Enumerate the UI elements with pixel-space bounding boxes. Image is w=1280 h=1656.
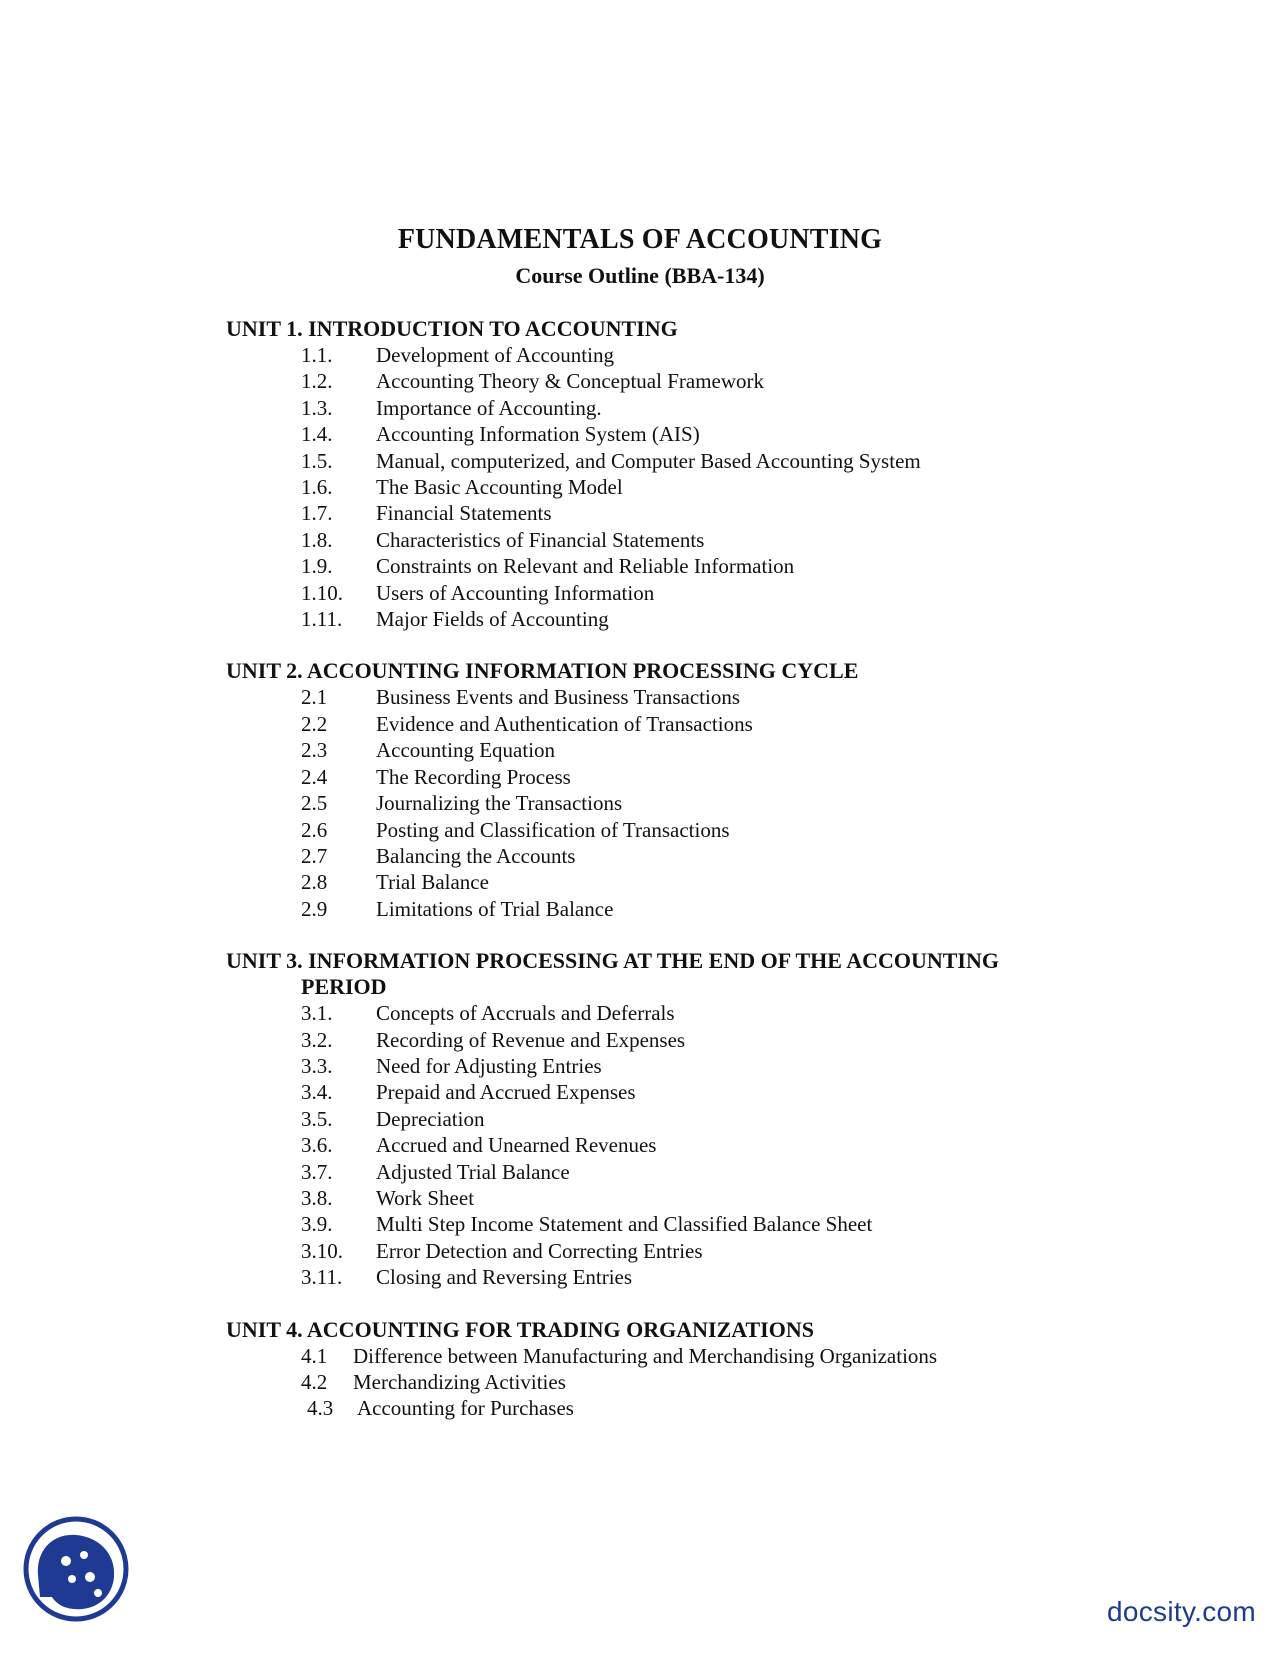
list-item	[226, 790, 1126, 816]
item-number: 3.1.	[301, 1001, 333, 1026]
item-number: 2.6	[301, 817, 328, 842]
item-number: 3.9.	[301, 1212, 333, 1237]
item-text: Depreciation	[376, 1106, 485, 1131]
item-number: 3.2.	[301, 1027, 333, 1052]
list-item	[226, 711, 1126, 737]
unit-item-list	[226, 684, 1126, 922]
item-text: Trial Balance	[376, 870, 489, 895]
item-number: 3.7.	[301, 1159, 333, 1184]
list-item	[226, 474, 1126, 500]
item-number: 1.6.	[301, 475, 333, 500]
item-number: 3.11.	[301, 1265, 343, 1290]
item-number: 3.10.	[301, 1238, 343, 1263]
item-text: Concepts of Accruals and Deferrals	[376, 1001, 675, 1026]
list-item	[226, 342, 1126, 368]
list-item	[226, 580, 1126, 606]
list-item	[226, 1106, 1126, 1132]
item-text: Recording of Revenue and Expenses	[376, 1027, 686, 1052]
item-number: 2.4	[301, 764, 328, 789]
list-item	[226, 1000, 1126, 1026]
item-number: 1.8.	[301, 527, 333, 552]
item-text: Accounting Theory & Conceptual Framework	[376, 369, 765, 394]
item-number: 1.9.	[301, 554, 333, 579]
list-item	[226, 1343, 1126, 1369]
unit-2	[226, 658, 1126, 922]
item-text: Limitations of Trial Balance	[376, 896, 614, 921]
item-text: Difference between Manufacturing and Merchandising Organizations	[353, 1343, 938, 1368]
docsity-logo-icon[interactable]	[22, 1515, 130, 1623]
item-number: 2.9	[301, 896, 328, 921]
list-item	[226, 1185, 1126, 1211]
unit-heading: UNIT 4. ACCOUNTING FOR TRADING ORGANIZATIONS	[226, 1316, 814, 1342]
unit-1	[226, 316, 1126, 632]
list-item	[226, 737, 1126, 763]
item-number: 1.11.	[301, 607, 343, 632]
item-number: 2.2	[301, 711, 328, 736]
item-text: Financial Statements	[376, 501, 552, 526]
item-number: 2.7	[301, 843, 328, 868]
list-item	[226, 553, 1126, 579]
item-number: 2.1	[301, 685, 328, 710]
item-text: Work Sheet	[376, 1185, 475, 1210]
list-item	[226, 817, 1126, 843]
item-text: Accounting Information System (AIS)	[376, 422, 700, 447]
item-number: 1.7.	[301, 501, 333, 526]
item-number: 1.5.	[301, 448, 333, 473]
item-text: Business Events and Business Transactions	[376, 685, 741, 710]
docsity-brand-link[interactable]: docsity.com	[1107, 1596, 1257, 1627]
item-text: Adjusted Trial Balance	[376, 1159, 570, 1184]
unit-heading: UNIT 1. INTRODUCTION TO ACCOUNTING	[226, 316, 678, 341]
item-text: Merchandizing Activities	[353, 1370, 566, 1394]
item-text: Posting and Classification of Transactions	[376, 817, 730, 842]
list-item	[226, 1159, 1126, 1185]
list-item	[226, 1238, 1126, 1264]
item-text: Manual, computerized, and Computer Based Accounting System	[376, 448, 921, 473]
item-number: 2.3	[301, 738, 328, 763]
document-title: FUNDAMENTALS OF ACCOUNTING	[397, 224, 883, 255]
item-text: Characteristics of Financial Statements	[376, 527, 705, 552]
item-number: 2.8	[301, 870, 328, 895]
item-number: 2.5	[301, 791, 328, 816]
item-text: The Basic Accounting Model	[376, 475, 623, 500]
item-number: 3.4.	[301, 1080, 333, 1105]
list-item	[226, 896, 1126, 922]
item-text: Multi Step Income Statement and Classified Balance Sheet	[376, 1212, 873, 1237]
item-number: 4.1	[301, 1343, 328, 1368]
list-item	[226, 1053, 1126, 1079]
list-item	[226, 1395, 1126, 1421]
item-text: Users of Accounting Information	[376, 580, 655, 605]
item-text: Constraints on Relevant and Reliable Information	[376, 554, 795, 579]
item-text: Importance of Accounting.	[376, 395, 602, 420]
item-number: 3.3.	[301, 1053, 333, 1078]
course-outline	[226, 316, 1126, 1448]
item-number: 3.8.	[301, 1185, 333, 1210]
item-number: 3.5.	[301, 1106, 333, 1131]
item-text: Prepaid and Accrued Expenses	[376, 1080, 636, 1105]
item-text: Evidence and Authentication of Transactions	[376, 711, 753, 736]
list-item	[226, 368, 1126, 394]
list-item	[226, 1132, 1126, 1158]
list-item	[226, 843, 1126, 869]
unit-4	[226, 1317, 1126, 1422]
unit-item-list	[226, 1000, 1126, 1290]
item-text: Closing and Reversing Entries	[376, 1265, 633, 1290]
unit-heading	[226, 948, 1126, 1000]
item-number: 3.6.	[301, 1133, 333, 1158]
item-number: 1.4.	[301, 422, 333, 447]
item-text: Journalizing the Transactions	[376, 791, 623, 816]
item-text: Balancing the Accounts	[376, 843, 576, 868]
list-item	[226, 869, 1126, 895]
item-text: Major Fields of Accounting	[376, 607, 609, 632]
list-item	[226, 684, 1126, 710]
list-item	[226, 1264, 1126, 1290]
item-text: Development of Accounting	[376, 343, 614, 367]
item-number: 4.2	[301, 1370, 328, 1394]
list-item	[226, 1369, 1126, 1395]
unit-item-list	[226, 342, 1126, 632]
item-text: Accounting for Purchases	[357, 1396, 574, 1421]
list-item	[226, 500, 1126, 526]
list-item	[226, 421, 1126, 447]
list-item	[226, 527, 1126, 553]
unit-heading-line: UNIT 3. INFORMATION PROCESSING AT THE END OF THE ACCOUNTING	[226, 948, 999, 974]
item-text: The Recording Process	[376, 764, 571, 789]
unit-heading-continuation: PERIOD	[301, 974, 387, 1000]
list-item	[226, 1211, 1126, 1237]
unit-heading: UNIT 2. ACCOUNTING INFORMATION PROCESSING CYCLE	[226, 658, 859, 684]
list-item	[226, 1079, 1126, 1105]
list-item	[226, 764, 1126, 790]
item-number: 1.3.	[301, 395, 333, 420]
unit-3	[226, 948, 1126, 1290]
item-text: Accounting Equation	[376, 738, 556, 763]
unit-item-list	[226, 1343, 1126, 1422]
item-number: 1.2.	[301, 369, 333, 394]
item-number: 4.3	[307, 1396, 334, 1421]
item-text: Error Detection and Correcting Entries	[376, 1238, 703, 1263]
list-item	[226, 448, 1126, 474]
list-item	[226, 1027, 1126, 1053]
document-subtitle: Course Outline (BBA-134)	[515, 263, 765, 288]
item-text: Need for Adjusting Entries	[376, 1053, 602, 1078]
item-number: 1.10.	[301, 580, 343, 605]
item-number: 1.1.	[301, 343, 333, 367]
item-text: Accrued and Unearned Revenues	[376, 1133, 657, 1158]
list-item	[226, 606, 1126, 632]
list-item	[226, 395, 1126, 421]
